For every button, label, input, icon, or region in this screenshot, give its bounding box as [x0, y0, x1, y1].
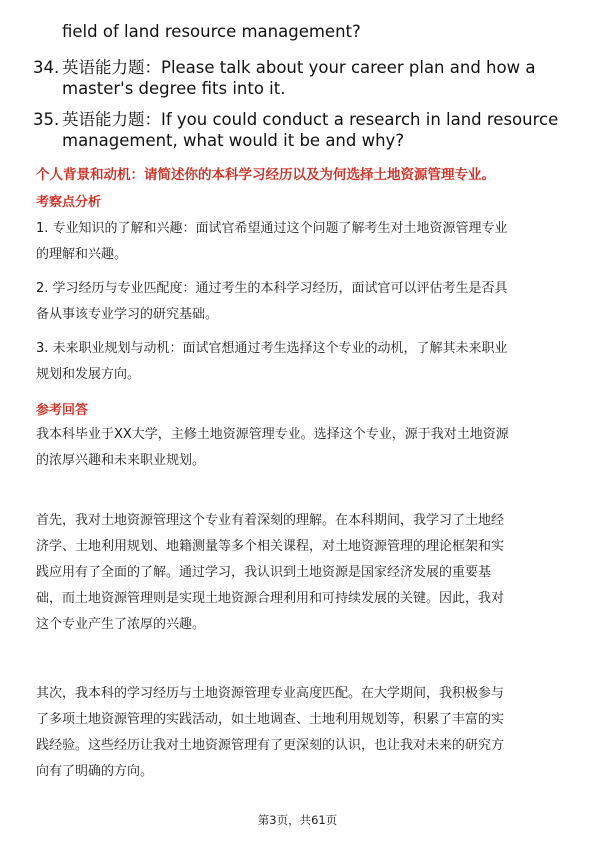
point-line: 备从事该专业学习的研究基础。 [36, 307, 219, 322]
question-number: 34. [33, 58, 60, 77]
analysis-point [36, 336, 561, 388]
point-line: 1. 专业知识的了解和兴趣：面试官希望通过这个问题了解考生对土地资源管理专业 [36, 221, 508, 236]
paragraph-line: 这个专业产生了浓厚的兴趣。 [36, 617, 206, 632]
section-heading: 个人背景和动机：请简述你的本科学习经历以及为何选择土地资源管理专业。 [36, 167, 495, 183]
page-number-footer: 第3页，共61页 [257, 813, 338, 827]
analysis-point [36, 216, 561, 268]
paragraph-line: 础，而土地资源管理则是实现土地资源合理利用和可持续发展的关键。因此，我对 [36, 591, 505, 606]
question-number: 35. [33, 110, 60, 129]
point-line: 规划和发展方向。 [36, 367, 141, 382]
analysis-point [36, 276, 561, 328]
question-line: master's degree fits into it. [62, 79, 286, 98]
paragraph-line: 践经验。这些经历让我对土地资源管理有了更深刻的认识，也让我对未来的研究方 [36, 738, 505, 753]
question-text [62, 109, 562, 151]
question-line: 英语能力题：If you could conduct a research in land resource [62, 110, 559, 129]
question-line: 英语能力题：Please talk about your career plan and how a [62, 58, 536, 77]
paragraph-line: 了多项土地资源管理的实践活动，如土地调查、土地利用规划等，积累了丰富的实 [36, 712, 505, 727]
point-line: 的理解和兴趣。 [36, 247, 128, 262]
question-line: management, what would it be and why? [62, 131, 405, 150]
question-33-continuation: field of land resource management? [62, 22, 361, 41]
analysis-title: 考察点分析 [36, 195, 102, 210]
answer-paragraph [36, 681, 561, 785]
paragraph-line: 首先，我对土地资源管理这个专业有着深刻的理解。在本科期间，我学习了土地经 [36, 513, 505, 528]
paragraph-line: 济学、土地利用规划、地籍测量等多个相关课程，对土地资源管理的理论框架和实 [36, 539, 505, 554]
answer-paragraph [36, 508, 561, 638]
paragraph-line: 的浓厚兴趣和未来职业规划。 [36, 453, 206, 468]
paragraph-line: 践应用有了全面的了解。通过学习，我认识到土地资源是国家经济发展的重要基 [36, 565, 492, 580]
paragraph-line: 我本科毕业于XX大学，主修土地资源管理专业。选择这个专业，源于我对土地资源 [36, 427, 509, 442]
paragraph-line: 其次，我本科的学习经历与土地资源管理专业高度匹配。在大学期间，我积极参与 [36, 686, 505, 701]
point-line: 3. 未来职业规划与动机：面试官想通过考生选择这个专业的动机，了解其未来职业 [36, 341, 508, 356]
point-line: 2. 学习经历与专业匹配度：通过考生的本科学习经历，面试官可以评估考生是否具 [36, 281, 508, 296]
answer-title: 参考回答 [36, 403, 89, 418]
question-text [62, 57, 562, 99]
answer-paragraph [36, 422, 561, 474]
paragraph-line: 向有了明确的方向。 [36, 764, 154, 779]
